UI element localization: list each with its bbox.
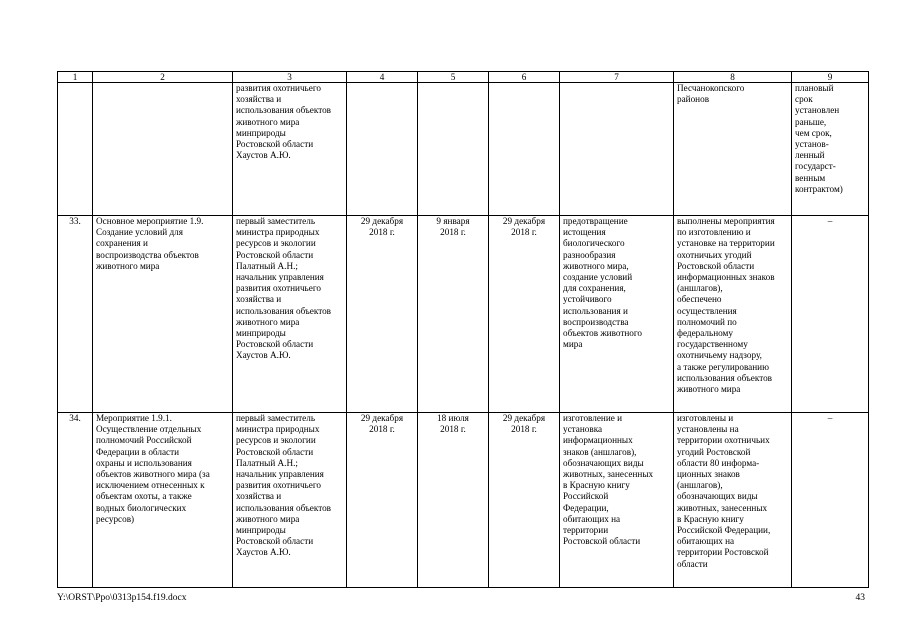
row-number-cell: 33. [58, 216, 93, 413]
planned-date-cell [347, 83, 418, 216]
table-row [58, 413, 869, 588]
activity-name-cell: Основное мероприятие 1.9. Создание условий для сохранения и воспроизводства объектов животного мира [93, 216, 233, 413]
column-number-header: 1 [58, 72, 93, 83]
activity-name-cell: Мероприятие 1.9.1. Осуществление отдельных полномочий Российской Федерации в области охраны и использования объектов животного мира (за исключением отнесенных к объектам охоты, а также водных биологических ресурсов) [93, 413, 233, 588]
activity-name-cell [93, 83, 233, 216]
actual-end-date-cell [489, 83, 560, 216]
notes-cell: – [792, 413, 869, 588]
column-number-header: 6 [489, 72, 560, 83]
column-number-header: 4 [347, 72, 418, 83]
actual-result-cell: Песчанокопского районов [674, 83, 792, 216]
header-row [58, 72, 869, 83]
table-row [58, 83, 869, 216]
page-number: 43 [855, 593, 865, 603]
column-number-header: 8 [674, 72, 792, 83]
actual-result-cell: изготовлены и установлены на территории охотничьих угодий Ростовской области 80 информа- ционных знаков (аншлагов), обозначающих виды животных, занесенных в Красную книгу Российской Федерации, обитающих на территории Ростовской области [674, 413, 792, 588]
responsible-person-cell: первый заместитель министра природных ресурсов и экологии Ростовской области Палатный А.Н.; начальник управления развития охотничьего хозяйства и использования объектов животного мира минприроды Ростовской области Хаустов А.Ю. [233, 216, 347, 413]
responsible-person-cell: первый заместитель министра природных ресурсов и экологии Ростовской области Палатный А.Н.; начальник управления развития охотничьего хозяйства и использования объектов животного мира минприроды Ростовской области Хаустов А.Ю. [233, 413, 347, 588]
expected-result-cell: изготовление и установка информационных знаков (аншлагов), обозначающих виды животных, занесенных в Красную книгу Российской Федерации, обитающих на территории Ростовской области [560, 413, 674, 588]
actual-start-date-cell: 9 января 2018 г. [418, 216, 489, 413]
row-number-cell: 34. [58, 413, 93, 588]
responsible-person-cell: развития охотничьего хозяйства и использования объектов животного мира минприроды Ростовской области Хаустов А.Ю. [233, 83, 347, 216]
column-number-header: 7 [560, 72, 674, 83]
footer-file-path: Y:\ORST\Ppo\0313p154.f19.docx [57, 593, 187, 603]
report-table [57, 71, 869, 588]
actual-start-date-cell: 18 июля 2018 г. [418, 413, 489, 588]
column-number-header: 9 [792, 72, 869, 83]
expected-result-cell: предотвращение истощения биологического разнообразия животного мира, создание условий для сохранения, устойчивого использования и воспроизводства объектов животного мира [560, 216, 674, 413]
actual-end-date-cell: 29 декабря 2018 г. [489, 216, 560, 413]
planned-date-cell: 29 декабря 2018 г. [347, 216, 418, 413]
actual-end-date-cell: 29 декабря 2018 г. [489, 413, 560, 588]
planned-date-cell: 29 декабря 2018 г. [347, 413, 418, 588]
column-number-header: 3 [233, 72, 347, 83]
row-number-cell [58, 83, 93, 216]
column-number-header: 5 [418, 72, 489, 83]
actual-result-cell: выполнены мероприятия по изготовлению и установке на территории охотничьих угодий Ростовской области информационных знаков (аншлагов), обеспечено осуществления полномочий по федеральному государственному охотничьему надзору, а также регулированию использования объектов животного мира [674, 216, 792, 413]
table-row [58, 216, 869, 413]
actual-start-date-cell [418, 83, 489, 216]
notes-cell: – [792, 216, 869, 413]
notes-cell: плановый срок установлен раньше, чем срок, установ- ленный государст- венным контрактом) [792, 83, 869, 216]
column-number-header: 2 [93, 72, 233, 83]
expected-result-cell [560, 83, 674, 216]
